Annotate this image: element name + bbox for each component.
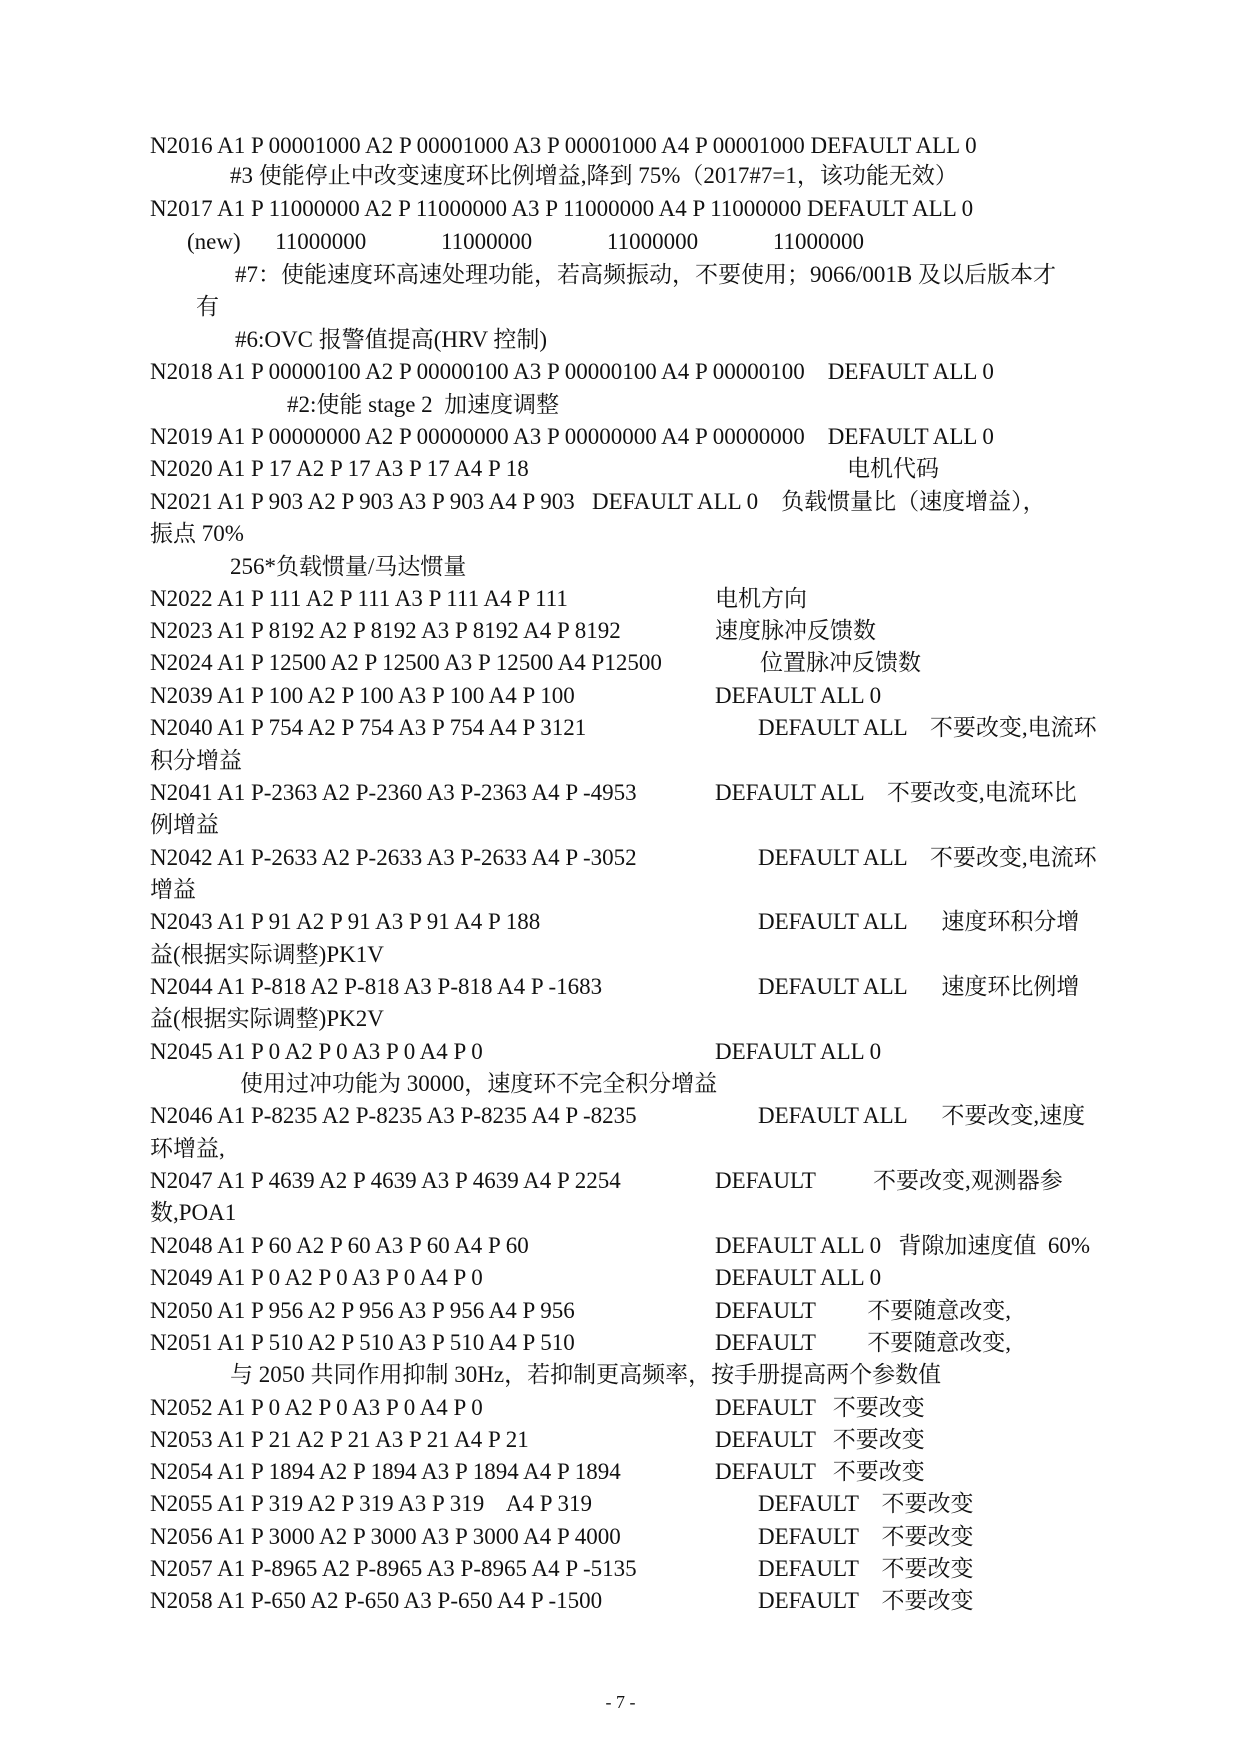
line-text: N2047 A1 P 4639 A2 P 4639 A3 P 4639 A4 P 2254: [150, 1168, 621, 1193]
param-comment: [760, 648, 921, 678]
note-line: [150, 1134, 225, 1164]
line-text: 与 2050 共同作用抑制 30Hz，若抑制更高频率，按手册提高两个参数值: [230, 1362, 942, 1387]
param-line: [150, 972, 602, 1002]
param-comment: [758, 1586, 974, 1616]
line-text: 环增益,: [150, 1136, 225, 1161]
line-text: DEFAULT ALL 0 背隙加速度值 60%: [715, 1233, 1091, 1258]
param-comment: [847, 454, 939, 484]
line-text: N2046 A1 P-8235 A2 P-8235 A3 P-8235 A4 P -8235: [150, 1103, 637, 1128]
param-line: [150, 1231, 529, 1261]
line-text: #7：使能速度环高速处理功能，若高频振动，不要使用；9066/001B 及以后版本才: [235, 262, 1056, 287]
param-comment: [758, 1522, 974, 1552]
param-line: [150, 907, 540, 937]
note-line: [235, 260, 1056, 290]
line-text: 例增益: [150, 812, 219, 837]
line-text: DEFAULT ALL 0: [715, 1265, 882, 1290]
line-text: N2043 A1 P 91 A2 P 91 A3 P 91 A4 P 188: [150, 909, 541, 934]
line-text: N2050 A1 P 956 A2 P 956 A3 P 956 A4 P 956: [150, 1298, 575, 1323]
param-comment: [715, 1231, 1090, 1261]
line-text: N2020 A1 P 17 A2 P 17 A3 P 17 A4 P 18: [150, 456, 529, 481]
param-line: [150, 1425, 529, 1455]
line-text: #6:OVC 报警值提高(HRV 控制): [235, 327, 548, 352]
line-text: 电机方向: [715, 586, 807, 611]
param-comment: [715, 1425, 925, 1455]
param-line: [150, 454, 529, 484]
param-line: [150, 1328, 575, 1358]
note-line: [150, 875, 196, 905]
line-text: N2024 A1 P 12500 A2 P 12500 A3 P 12500 A4 P12500: [150, 650, 662, 675]
param-comment: [715, 1328, 1011, 1358]
line-text: N2042 A1 P-2633 A2 P-2633 A3 P-2633 A4 P -3052: [150, 845, 637, 870]
note-line: [150, 519, 244, 549]
param-line: [150, 357, 994, 387]
line-text: N2058 A1 P-650 A2 P-650 A3 P-650 A4 P -1500: [150, 1588, 603, 1613]
param-line: [150, 422, 994, 452]
line-text: N2048 A1 P 60 A2 P 60 A3 P 60 A4 P 60: [150, 1233, 529, 1258]
line-text: 速度脉冲反馈数: [715, 618, 876, 643]
note-line: [230, 161, 958, 191]
param-line: [150, 194, 973, 224]
param-comment: [715, 1263, 881, 1293]
line-text: DEFAULT 不要改变: [715, 1395, 925, 1420]
line-text: 增益: [150, 877, 196, 902]
param-line: [150, 616, 621, 646]
param-line: [150, 778, 637, 808]
line-text: 位置脉冲反馈数: [760, 650, 921, 675]
line-text: N2057 A1 P-8965 A2 P-8965 A3 P-8965 A4 P -5135: [150, 1556, 637, 1581]
param-comment: [715, 778, 1077, 808]
param-comment: [715, 1296, 1011, 1326]
note-line: [287, 390, 559, 420]
line-text: N2017 A1 P 11000000 A2 P 11000000 A3 P 11000000 A4 P 11000000 DEFAULT ALL 0: [150, 196, 974, 221]
line-text: DEFAULT 不要改变: [758, 1524, 974, 1549]
param-line: [150, 1393, 483, 1423]
param-comment: [715, 616, 876, 646]
param-comment: [758, 843, 1097, 873]
line-text: N2019 A1 P 00000000 A2 P 00000000 A3 P 00000000 A4 P 00000000 DEFAULT ALL 0: [150, 424, 994, 449]
line-text: 有: [196, 294, 219, 319]
line-text: N2052 A1 P 0 A2 P 0 A3 P 0 A4 P 0: [150, 1395, 483, 1420]
param-comment: [715, 1393, 925, 1423]
line-text: 使用过冲功能为 30000，速度环不完全积分增益: [240, 1071, 718, 1096]
line-text: N2049 A1 P 0 A2 P 0 A3 P 0 A4 P 0: [150, 1265, 483, 1290]
param-line: [150, 681, 575, 711]
line-text: DEFAULT 不要随意改变,: [715, 1298, 1012, 1323]
line-text: N2021 A1 P 903 A2 P 903 A3 P 903 A4 P 903 DEFAULT ALL 0 负载惯量比（速度增益），: [150, 489, 1046, 514]
line-text: N2054 A1 P 1894 A2 P 1894 A3 P 1894 A4 P 1894: [150, 1459, 621, 1484]
line-text: DEFAULT ALL 0: [715, 1039, 882, 1064]
param-comment: [715, 1457, 925, 1487]
param-comment: [715, 681, 881, 711]
line-text: N2023 A1 P 8192 A2 P 8192 A3 P 8192 A4 P 8192: [150, 618, 621, 643]
line-text: DEFAULT 不要随意改变,: [715, 1330, 1012, 1355]
line-text: 益(根据实际调整)PK2V: [150, 1006, 384, 1031]
line-text: N2053 A1 P 21 A2 P 21 A3 P 21 A4 P 21: [150, 1427, 529, 1452]
page-number: - 7 -: [605, 1692, 636, 1712]
line-text: DEFAULT 不要改变,观测器参: [715, 1168, 1063, 1193]
line-text: N2040 A1 P 754 A2 P 754 A3 P 754 A4 P 3121: [150, 715, 587, 740]
line-text: N2056 A1 P 3000 A2 P 3000 A3 P 3000 A4 P 4000: [150, 1524, 621, 1549]
param-comment: [758, 1489, 974, 1519]
param-comment: [715, 584, 807, 614]
line-text: DEFAULT ALL 不要改变,电流环: [758, 715, 1097, 740]
param-line: [150, 1037, 483, 1067]
line-text: DEFAULT 不要改变: [715, 1459, 925, 1484]
param-line: [150, 843, 637, 873]
param-line: [150, 487, 1046, 517]
param-line: [150, 1166, 621, 1196]
line-text: N2039 A1 P 100 A2 P 100 A3 P 100 A4 P 100: [150, 683, 575, 708]
line-text: N2018 A1 P 00000100 A2 P 00000100 A3 P 00000100 A4 P 00000100 DEFAULT ALL 0: [150, 359, 994, 384]
param-line: [150, 584, 568, 614]
param-line: [150, 1522, 621, 1552]
line-text: 电机代码: [847, 456, 939, 481]
param-line: [150, 1101, 637, 1131]
note-line: [150, 1198, 236, 1228]
param-comment: [758, 972, 1079, 1002]
note-line: [150, 940, 384, 970]
line-text: N2022 A1 P 111 A2 P 111 A3 P 111 A4 P 111: [150, 586, 568, 611]
param-line: [150, 1554, 637, 1584]
param-line: [150, 713, 586, 743]
line-text: DEFAULT 不要改变: [758, 1588, 974, 1613]
line-text: #2:使能 stage 2 加速度调整: [287, 392, 560, 417]
line-text: N2044 A1 P-818 A2 P-818 A3 P-818 A4 P -1683: [150, 974, 603, 999]
note-line: [150, 746, 242, 776]
param-comment: [715, 1166, 1063, 1196]
line-text: N2016 A1 P 00001000 A2 P 00001000 A3 P 00001000 A4 P 00001000 DEFAULT ALL 0: [150, 133, 977, 158]
param-comment: [758, 1554, 974, 1584]
line-text: 数,POA1: [150, 1200, 237, 1225]
line-text: DEFAULT ALL 不要改变,电流环: [758, 845, 1097, 870]
line-text: N2041 A1 P-2363 A2 P-2360 A3 P-2363 A4 P -4953: [150, 780, 637, 805]
line-text: DEFAULT ALL 0: [715, 683, 882, 708]
note-line: [230, 1360, 941, 1390]
line-text: DEFAULT ALL 不要改变,电流环比: [715, 780, 1077, 805]
line-text: DEFAULT 不要改变: [758, 1556, 974, 1581]
note-line: [240, 1069, 717, 1099]
line-text: DEFAULT 不要改变: [758, 1491, 974, 1516]
line-text: N2055 A1 P 319 A2 P 319 A3 P 319 A4 P 319: [150, 1491, 592, 1516]
line-text: (new) 11000000 11000000 11000000 11000000: [187, 229, 864, 254]
line-text: N2051 A1 P 510 A2 P 510 A3 P 510 A4 P 510: [150, 1330, 575, 1355]
param-line: [150, 1263, 483, 1293]
line-text: DEFAULT ALL 不要改变,速度: [758, 1103, 1086, 1128]
note-line: [230, 552, 466, 582]
line-text: #3 使能停止中改变速度环比例增益,降到 75%（2017#7=1，该功能无效）: [230, 163, 958, 188]
line-text: 振点 70%: [150, 521, 244, 546]
param-comment: [758, 1101, 1085, 1131]
param-line: [150, 1296, 575, 1326]
line-text: DEFAULT 不要改变: [715, 1427, 925, 1452]
line-text: 积分增益: [150, 748, 242, 773]
note-line: [150, 1004, 384, 1034]
param-comment: [715, 1037, 881, 1067]
note-line: [235, 325, 547, 355]
line-text: 益(根据实际调整)PK1V: [150, 942, 384, 967]
line-text: DEFAULT ALL 速度环比例增: [758, 974, 1080, 999]
param-line: [150, 1457, 621, 1487]
line-text: DEFAULT ALL 速度环积分增: [758, 909, 1080, 934]
param-line: [187, 227, 864, 257]
param-comment: [758, 713, 1097, 743]
line-text: N2045 A1 P 0 A2 P 0 A3 P 0 A4 P 0: [150, 1039, 483, 1064]
param-line: [150, 648, 662, 678]
note-line: [150, 810, 219, 840]
param-line: [150, 131, 977, 161]
line-text: 256*负载惯量/马达惯量: [230, 554, 467, 579]
param-line: [150, 1489, 592, 1519]
param-line: [150, 1586, 602, 1616]
note-line: [196, 292, 219, 322]
param-comment: [758, 907, 1079, 937]
